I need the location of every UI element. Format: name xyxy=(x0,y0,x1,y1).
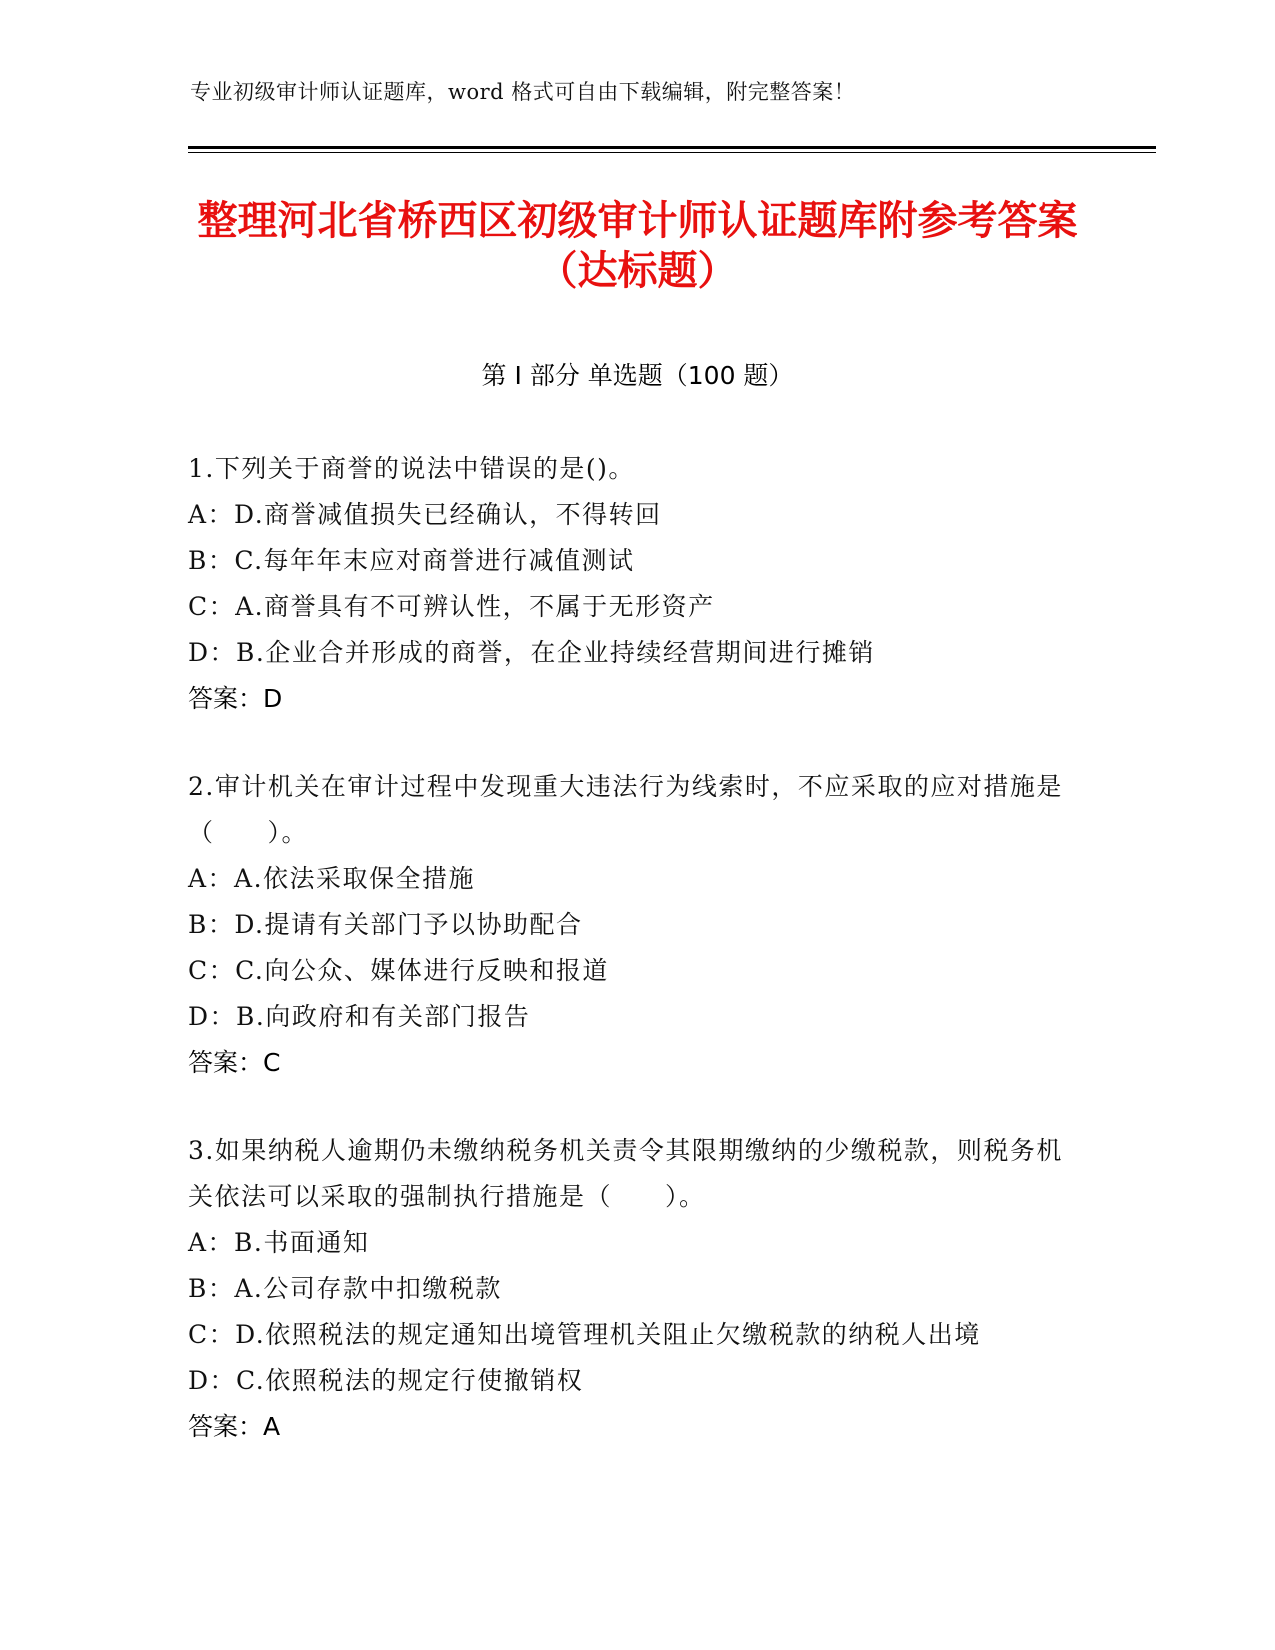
question-text: 3.如果纳税人逾期仍未缴纳税务机关责令其限期缴纳的少缴税款，则税务机关依法可以采取的强制执行措施是（ ）。 xyxy=(188,1136,1063,1211)
option-c: C：A.商誉具有不可辨认性，不属于无形资产 xyxy=(188,592,715,621)
header-note: 专业初级审计师认证题库，word 格式可自由下载编辑，附完整答案！ xyxy=(190,80,856,104)
question-text: 2.审计机关在审计过程中发现重大违法行为线索时，不应采取的应对措施是（ ）。 xyxy=(188,772,1063,847)
option-d: D：C.依照税法的规定行使撤销权 xyxy=(188,1366,584,1395)
section-heading: 第 I 部分 单选题（100 题） xyxy=(481,361,794,390)
option-a: A：B.书面通知 xyxy=(188,1228,370,1257)
option-d: D：B.企业合并形成的商誉，在企业持续经营期间进行摊销 xyxy=(188,638,875,667)
option-c: C：D.依照税法的规定通知出境管理机关阻止欠缴税款的纳税人出境 xyxy=(188,1320,981,1349)
answer: 答案：C xyxy=(188,1048,281,1077)
option-c: C：C.向公众、媒体进行反映和报道 xyxy=(188,956,609,985)
document-title: 整理河北省桥西区初级审计师认证题库附参考答案（达标题） xyxy=(197,198,1078,294)
question-1 xyxy=(188,446,1068,722)
option-a: A：D.商誉减值损失已经确认，不得转回 xyxy=(188,500,662,529)
question-2 xyxy=(188,764,1068,1086)
option-a: A：A.依法采取保全措施 xyxy=(188,864,476,893)
header-rule-thin xyxy=(188,152,1156,153)
option-b: B：C.每年年末应对商誉进行减值测试 xyxy=(188,546,635,575)
option-d: D：B.向政府和有关部门报告 xyxy=(188,1002,531,1031)
question-text: 1.下列关于商誉的说法中错误的是()。 xyxy=(188,454,635,483)
option-b: B：A.公司存款中扣缴税款 xyxy=(188,1274,502,1303)
option-b: B：D.提请有关部门予以协助配合 xyxy=(188,910,583,939)
header-rule-thick xyxy=(188,146,1156,149)
answer: 答案：D xyxy=(188,684,283,713)
answer: 答案：A xyxy=(188,1412,281,1441)
question-list xyxy=(188,446,1068,1492)
question-3 xyxy=(188,1128,1068,1450)
